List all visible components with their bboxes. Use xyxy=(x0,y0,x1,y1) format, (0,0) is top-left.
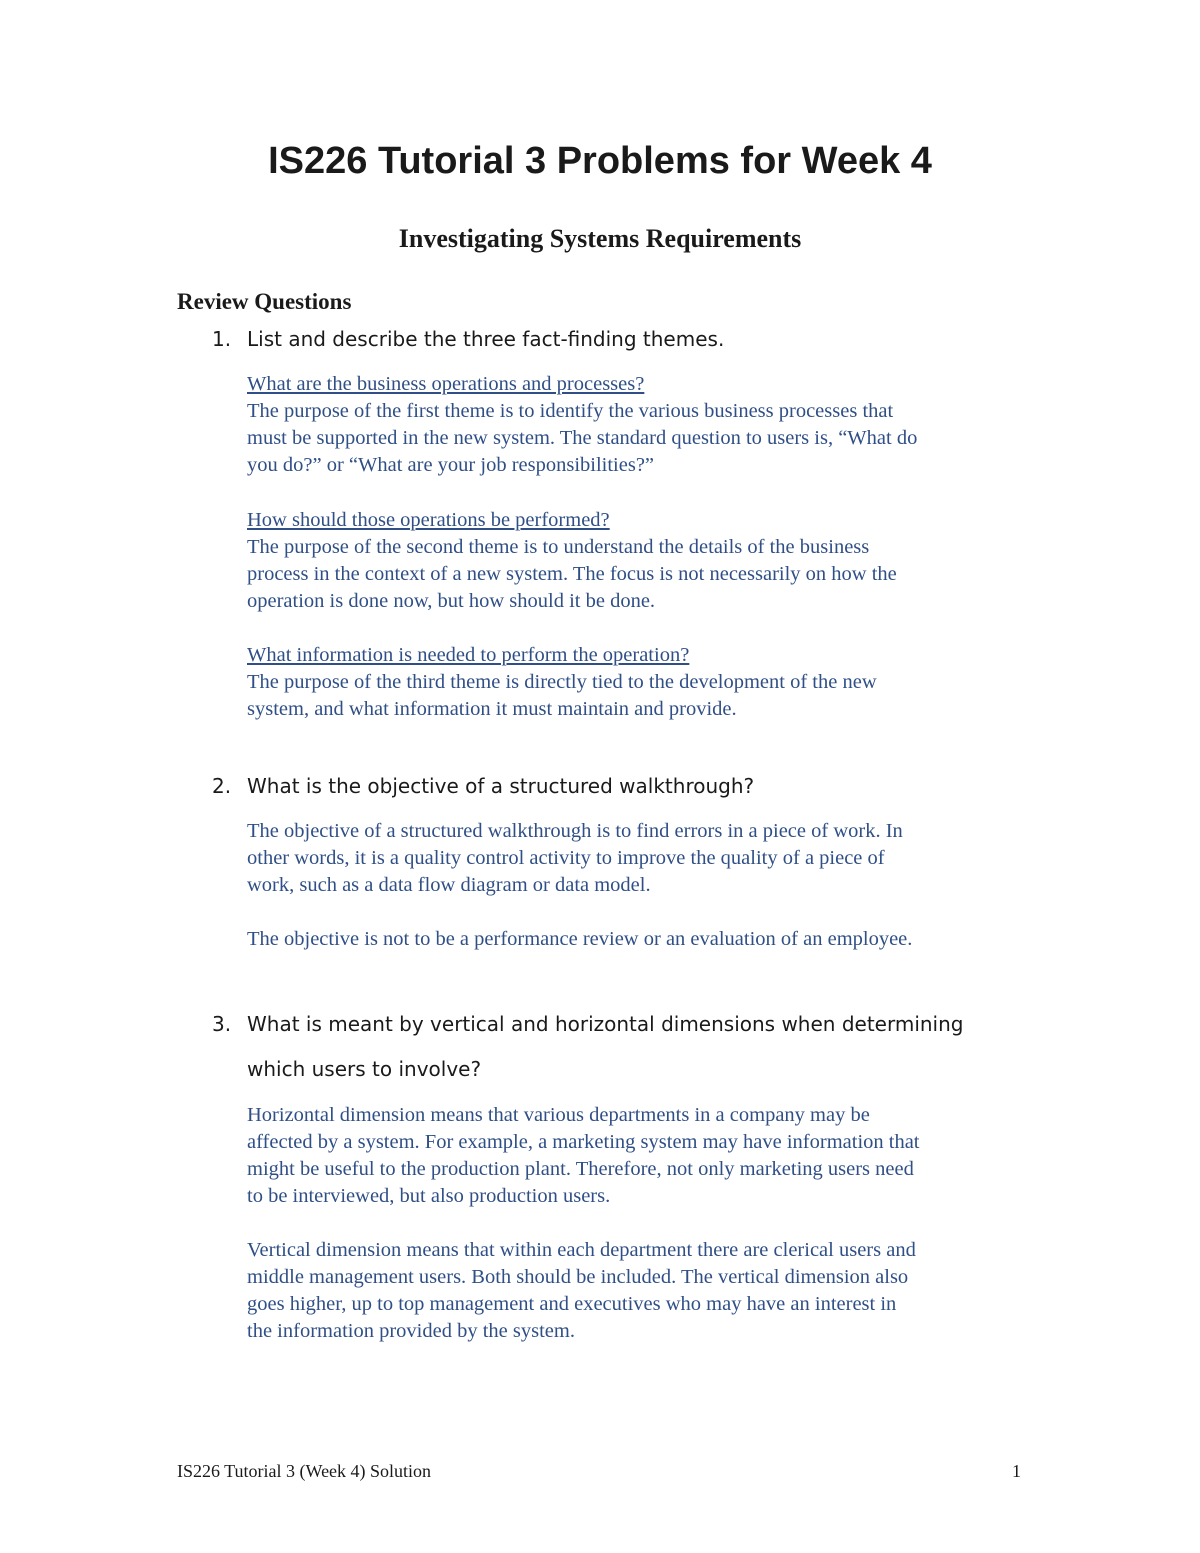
answer-3-line: affected by a system. For example, a marketing system may have information that xyxy=(247,1131,920,1153)
question-3-number: 3. xyxy=(212,1012,232,1036)
answer-3-line: might be useful to the production plant. Therefore, not only marketing users need xyxy=(247,1158,914,1180)
document-subtitle: Investigating Systems Requirements xyxy=(398,224,802,253)
theme-1-line: must be supported in the new system. The standard question to users is, “What do xyxy=(247,427,918,449)
answer-3-line: the information provided by the system. xyxy=(247,1320,575,1342)
answer-2-line: other words, it is a quality control activity to improve the quality of a piece of xyxy=(247,847,885,869)
answer-2-line: The objective is not to be a performance review or an evaluation of an employee. xyxy=(247,928,913,950)
page-number: 1 xyxy=(1012,1461,1021,1481)
answer-2-line: The objective of a structured walkthrough is to find errors in a piece of work. In xyxy=(247,820,903,842)
theme-2-line: operation is done now, but how should it be done. xyxy=(247,590,656,612)
question-1-text: List and describe the three fact-finding themes. xyxy=(247,327,725,351)
question-1-number: 1. xyxy=(212,327,232,351)
question-2-text: What is the objective of a structured walkthrough? xyxy=(247,774,755,798)
answer-2-line: work, such as a data flow diagram or data model. xyxy=(247,874,651,896)
answer-3-line: to be interviewed, but also production users. xyxy=(247,1185,611,1207)
footer-text: IS226 Tutorial 3 (Week 4) Solution xyxy=(177,1461,432,1481)
theme-3-line: The purpose of the third theme is directly tied to the development of the new xyxy=(247,671,877,693)
theme-3-line: system, and what information it must maintain and provide. xyxy=(247,698,737,720)
theme-1-heading: What are the business operations and processes? xyxy=(247,373,645,395)
theme-3-heading: What information is needed to perform the operation? xyxy=(247,644,690,666)
answer-3-line: goes higher, up to top management and executives who may have an interest in xyxy=(247,1293,897,1315)
theme-1-line: The purpose of the first theme is to identify the various business processes that xyxy=(247,400,894,422)
question-3-text: which users to involve? xyxy=(247,1057,482,1081)
answer-3-line: middle management users. Both should be included. The vertical dimension also xyxy=(247,1266,909,1288)
question-3-text: What is meant by vertical and horizontal dimensions when determining xyxy=(247,1012,964,1036)
section-heading: Review Questions xyxy=(177,289,352,314)
theme-2-line: process in the context of a new system. The focus is not necessarily on how the xyxy=(247,563,897,585)
theme-2-line: The purpose of the second theme is to understand the details of the business xyxy=(247,536,870,558)
question-2-number: 2. xyxy=(212,774,232,798)
answer-3-line: Vertical dimension means that within each department there are clerical users and xyxy=(247,1239,916,1261)
answer-3-line: Horizontal dimension means that various departments in a company may be xyxy=(247,1104,870,1126)
theme-1-line: you do?” or “What are your job responsibilities?” xyxy=(247,454,655,476)
document-title: IS226 Tutorial 3 Problems for Week 4 xyxy=(268,140,932,182)
theme-2-heading: How should those operations be performed? xyxy=(247,509,610,531)
